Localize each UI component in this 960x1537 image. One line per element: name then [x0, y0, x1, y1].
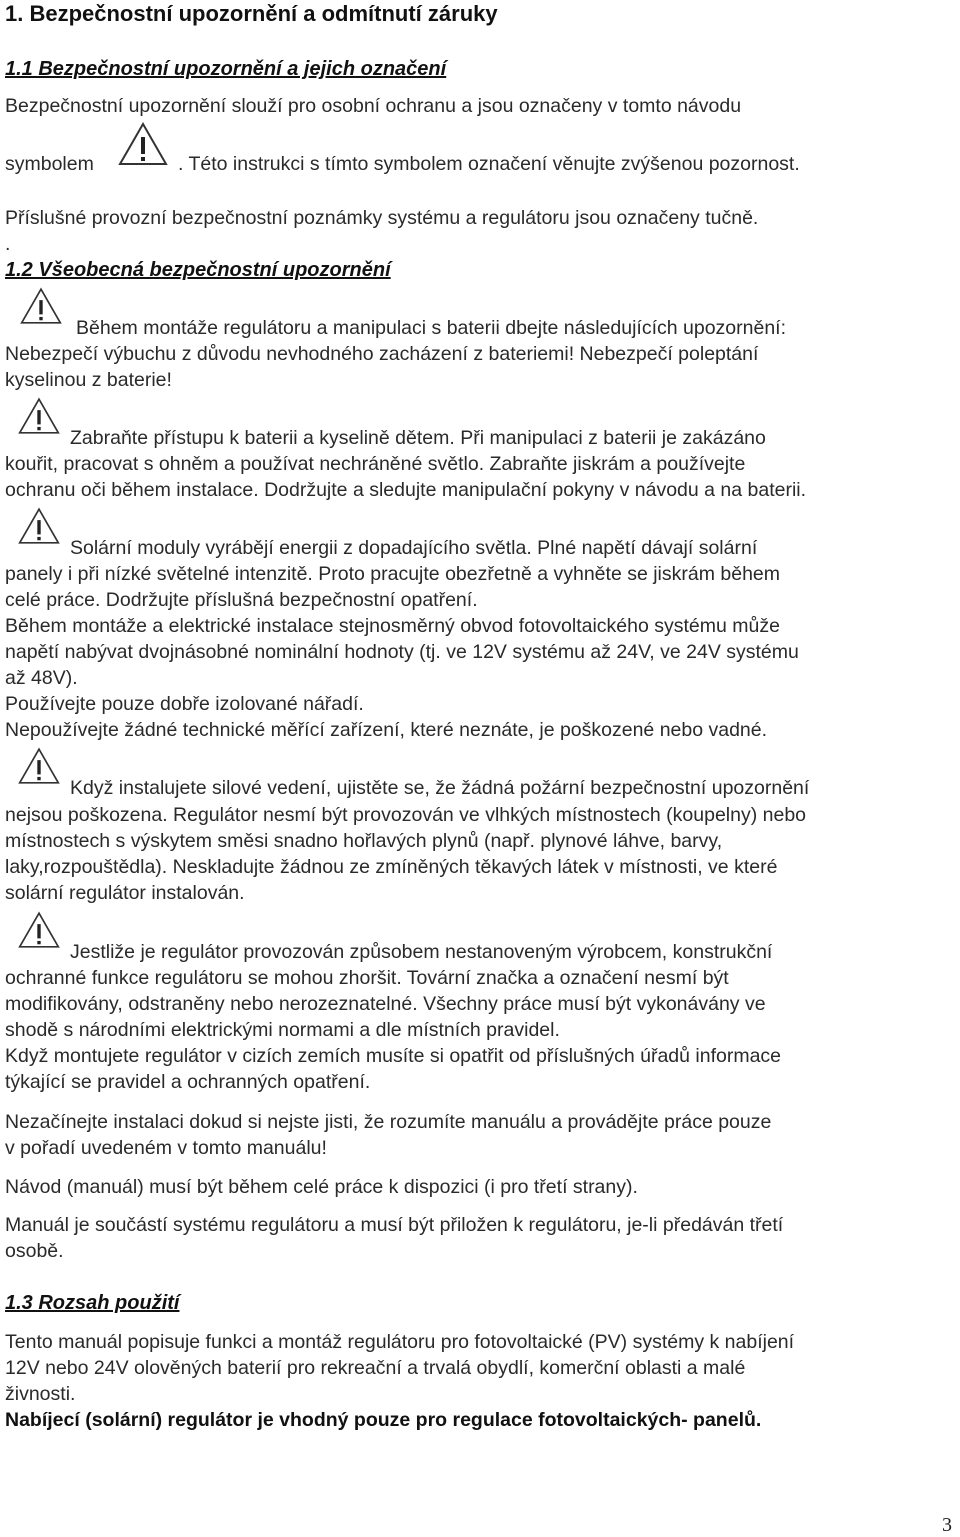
warning-icon — [118, 122, 168, 166]
paragraph-line: Zabraňte přístupu k baterii a kyselině dětem. Při manipulaci z baterii je zakázáno — [70, 427, 766, 449]
paragraph-line: Příslušné provozní bezpečnostní poznámky systému a regulátoru jsou označeny tučně. — [5, 207, 759, 229]
paragraph-line: Nepoužívejte žádné technické měřící zařízení, které neznáte, je poškozené nebo vadné. — [5, 719, 768, 741]
paragraph-line: modifikovány, odstraněny nebo nerozeznatelné. Všechny práce musí být vykonávány ve — [5, 993, 766, 1015]
paragraph-line: Návod (manuál) musí být během celé práce k dispozici (i pro třetí strany). — [5, 1176, 638, 1198]
paragraph-line: Nezačínejte instalaci dokud si nejste jisti, že rozumíte manuálu a provádějte práce pouze — [5, 1111, 772, 1133]
paragraph-line: . Této instrukci s tímto symbolem označení věnujte zvýšenou pozornost. — [178, 153, 800, 175]
paragraph-line: laky,rozpouštědla). Neskladujte žádnou ze zmíněných těkavých látek v místnosti, ve které — [5, 856, 778, 878]
warning-icon — [18, 506, 60, 546]
paragraph-line: Když montujete regulátor v cizích zemích musíte si opatřit od příslušných úřadů informace — [5, 1045, 782, 1067]
paragraph-line: Používejte pouze dobře izolované nářadí. — [5, 693, 364, 715]
section-title: 1. Bezpečnostní upozornění a odmítnutí záruky — [5, 1, 498, 26]
paragraph-line-bold: Nabíjecí (solární) regulátor je vhodný pouze pro regulace fotovoltaických- panelů. — [5, 1409, 762, 1431]
paragraph-line: kyselinou z baterie! — [5, 369, 172, 391]
paragraph-line: Když instalujete silové vedení, ujistěte se, že žádná požární bezpečnostní upozornění — [70, 777, 810, 799]
subsection-1-3-title: 1.3 Rozsah použití — [5, 1292, 180, 1314]
paragraph-line: kouřit, pracovat s ohněm a používat nechráněné světlo. Zabraňte jiskrám a používejte — [5, 453, 746, 475]
paragraph-line: symbolem — [5, 153, 94, 175]
paragraph-line: Solární moduly vyrábějí energii z dopadajícího světla. Plné napětí dávají solární — [70, 537, 758, 559]
paragraph-line: ochranu oči během instalace. Dodržujte a sledujte manipulační pokyny v návodu a na baterii. — [5, 479, 807, 501]
stray-dot: . — [5, 233, 11, 255]
paragraph-line: Nebezpečí výbuchu z důvodu nevhodného zacházení z bateriemi! Nebezpečí poleptání — [5, 343, 759, 365]
paragraph-line: panely i při nízké světelné intenzitě. Proto pracujte obezřetně a vyhněte se jiskrám během — [5, 563, 781, 585]
warning-icon — [18, 910, 60, 950]
paragraph-line: ochranné funkce regulátoru se mohou zhoršit. Tovární značka a označení nesmí být — [5, 967, 729, 989]
warning-icon — [20, 286, 62, 326]
paragraph-line: nejsou poškozena. Regulátor nesmí být provozován ve vlhkých místnostech (koupelny) nebo — [5, 804, 807, 826]
paragraph-line: živnosti. — [5, 1383, 76, 1405]
paragraph-line: shodě s národními elektrickými normami a dle místních pravidel. — [5, 1019, 560, 1041]
paragraph-line: 12V nebo 24V olověných baterií pro rekreační a trvalá obydlí, komerční oblasti a malé — [5, 1357, 746, 1379]
paragraph-line: solární regulátor instalován. — [5, 882, 245, 904]
paragraph-line: napětí nabývat dvojnásobné nominální hodnoty (tj. ve 12V systému až 24V, ve 24V systému — [5, 641, 799, 663]
paragraph-line: týkající se pravidel a ochranných opatření. — [5, 1071, 371, 1093]
subsection-1-2-title: 1.2 Všeobecná bezpečnostní upozornění — [5, 259, 391, 281]
warning-icon — [18, 746, 60, 786]
paragraph-line: Během montáže a elektrické instalace stejnosměrný obvod fotovoltaického systému může — [5, 615, 780, 637]
paragraph-line: osobě. — [5, 1240, 64, 1262]
subsection-1-1-title: 1.1 Bezpečnostní upozornění a jejich označení — [5, 58, 447, 80]
paragraph-line: celé práce. Dodržujte příslušná bezpečnostní opatření. — [5, 589, 478, 611]
warning-icon — [18, 396, 60, 436]
paragraph-line: v pořadí uvedeném v tomto manuálu! — [5, 1137, 327, 1159]
paragraph-line: Jestliže je regulátor provozován způsobem nestanoveným výrobcem, konstrukční — [70, 941, 773, 963]
paragraph-line: místnostech s výskytem směsi snadno hořlavých plynů (např. plynové láhve, barvy, — [5, 830, 723, 852]
paragraph-line: Tento manuál popisuje funkci a montáž regulátoru pro fotovoltaické (PV) systémy k nabíjení — [5, 1331, 795, 1353]
paragraph-line: Bezpečnostní upozornění slouží pro osobní ochranu a jsou označeny v tomto návodu — [5, 95, 742, 117]
paragraph-line: Během montáže regulátoru a manipulaci s baterii dbejte následujících upozornění: — [76, 317, 787, 339]
paragraph-line: až 48V). — [5, 667, 78, 689]
paragraph-line: Manuál je součástí systému regulátoru a musí být přiložen k regulátoru, je-li předáván třetí — [5, 1214, 784, 1236]
page-number: 3 — [942, 1514, 952, 1536]
